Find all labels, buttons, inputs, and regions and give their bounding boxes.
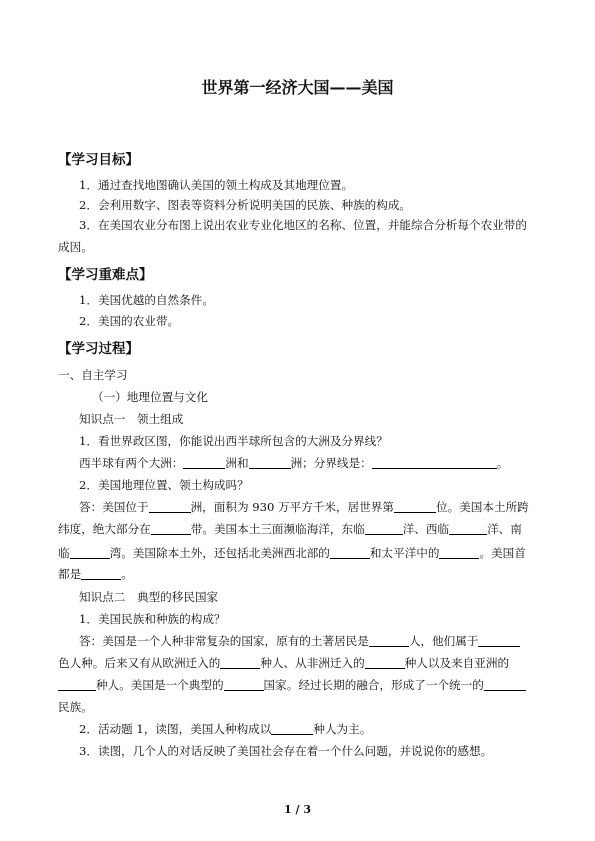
fill-blank[interactable]	[220, 656, 260, 669]
fill-blank[interactable]	[439, 546, 479, 559]
fill-blank[interactable]	[151, 522, 191, 535]
text-fragment: 种人以及来自亚洲的	[404, 656, 510, 670]
text-fragment: 洲，面积为 930 万平方千米，居世界第	[190, 500, 394, 514]
section-heading-goals: 【学习目标】	[58, 152, 139, 168]
part-heading: 一、自主学习	[58, 368, 128, 382]
answer-line	[58, 521, 522, 537]
text-fragment: 洋、西临	[402, 522, 450, 536]
fill-blank[interactable]	[365, 656, 405, 669]
question-4	[79, 721, 371, 737]
fill-blank[interactable]	[70, 546, 110, 559]
fill-blank[interactable]	[224, 678, 264, 691]
text-fragment: 湾。美国除本土外，还包括北美洲西北部的	[109, 546, 330, 560]
text-fragment: 和太平洋中的	[369, 546, 440, 560]
fill-blank[interactable]	[149, 500, 191, 513]
key-point-2: 2．美国的农业带。	[79, 314, 180, 328]
text-fragment: 色人种。后来又有从欧洲迁入的	[58, 656, 221, 670]
page-title: 世界第一经济大国——美国	[201, 78, 394, 97]
knowledge-point-2: 知识点二 典型的移民国家	[79, 590, 219, 604]
subsection-heading: （一）地理位置与文化	[92, 390, 208, 404]
text-fragment: 答：美国是一个人种非常复杂的国家，原有的土著居民是	[79, 634, 369, 648]
text-fragment: 国家。经过长期的融合，形成了一个统一的	[263, 678, 484, 692]
key-point-1: 1．美国优越的自然条件。	[79, 293, 214, 307]
fill-blank[interactable]	[478, 634, 520, 647]
fill-blank[interactable]	[81, 567, 121, 580]
text-fragment: 临	[58, 546, 70, 560]
text-fragment: 。	[121, 567, 133, 581]
goal-1: 1．通过查找地图确认美国的领土构成及其地理位置。	[79, 178, 354, 192]
text-fragment: 人，他们属于	[408, 634, 479, 648]
fill-blank[interactable]	[271, 722, 313, 735]
answer-line	[58, 545, 526, 561]
fill-blank[interactable]	[365, 522, 403, 535]
fill-blank[interactable]	[330, 546, 370, 559]
section-heading-process: 【学习过程】	[58, 341, 139, 357]
answer-line	[58, 655, 509, 671]
section-heading-key-points: 【学习重难点】	[58, 267, 153, 283]
fill-blank[interactable]	[183, 456, 225, 469]
page-number: 1 / 3	[284, 803, 311, 816]
goal-2: 2．会利用数字、图表等资料分析说明美国的民族、种族的构成。	[79, 198, 412, 212]
goal-3: 3．在美国农业分布图上说出农业专业化地区的名称、位置，并能综合分析每个农业带的	[79, 218, 527, 232]
text-fragment: 答：美国位于	[79, 500, 149, 514]
question-3: 1．美国民族和种族的构成？	[79, 612, 226, 626]
question-5: 3．读图，几个人的对话反映了美国社会存在着一个什么问题，并说说你的感想。	[79, 744, 493, 758]
text-fragment: 洲和	[225, 456, 249, 470]
text-fragment: 种人为主。	[313, 722, 372, 736]
text-fragment: 种人。美国是一个典型的	[96, 678, 224, 692]
fill-blank[interactable]	[369, 634, 409, 647]
text-fragment: 种人、从非洲迁入的	[260, 656, 365, 670]
goal-3-cont: 成因。	[58, 240, 93, 254]
fill-blank[interactable]	[484, 678, 526, 691]
text-fragment: 。美国首	[479, 546, 526, 560]
knowledge-point-1: 知识点一 领土组成	[79, 412, 184, 426]
answer-line	[79, 455, 508, 471]
text-fragment: 都是	[58, 567, 82, 581]
answer-line	[79, 499, 529, 515]
answer-line: 民族。	[58, 700, 93, 714]
fill-blank[interactable]	[394, 500, 436, 513]
text-fragment: 洋、南	[487, 522, 522, 536]
question-1: 1．看世界政区图，你能说出西半球所包含的大洲及分界线？	[79, 434, 388, 448]
text-fragment: 西半球有两个大洲：	[79, 456, 184, 470]
fill-blank[interactable]	[372, 456, 497, 469]
fill-blank[interactable]	[58, 678, 96, 691]
text-fragment: 纬度，绝大部分在	[58, 522, 151, 536]
answer-line	[58, 677, 526, 693]
text-fragment: 。	[496, 456, 509, 470]
fill-blank[interactable]	[249, 456, 291, 469]
text-fragment: 2．活动题 1，读图，美国人种构成以	[79, 722, 272, 736]
fill-blank[interactable]	[449, 522, 487, 535]
question-2: 2．美国地理位置、领土构成吗？	[79, 478, 249, 492]
text-fragment: 带。美国本土三面濒临海洋，东临	[190, 522, 365, 536]
answer-line	[79, 633, 520, 649]
answer-line	[58, 566, 133, 582]
text-fragment: 位。美国本土所跨	[436, 500, 529, 514]
text-fragment: 洲；分界线是：	[290, 456, 372, 470]
